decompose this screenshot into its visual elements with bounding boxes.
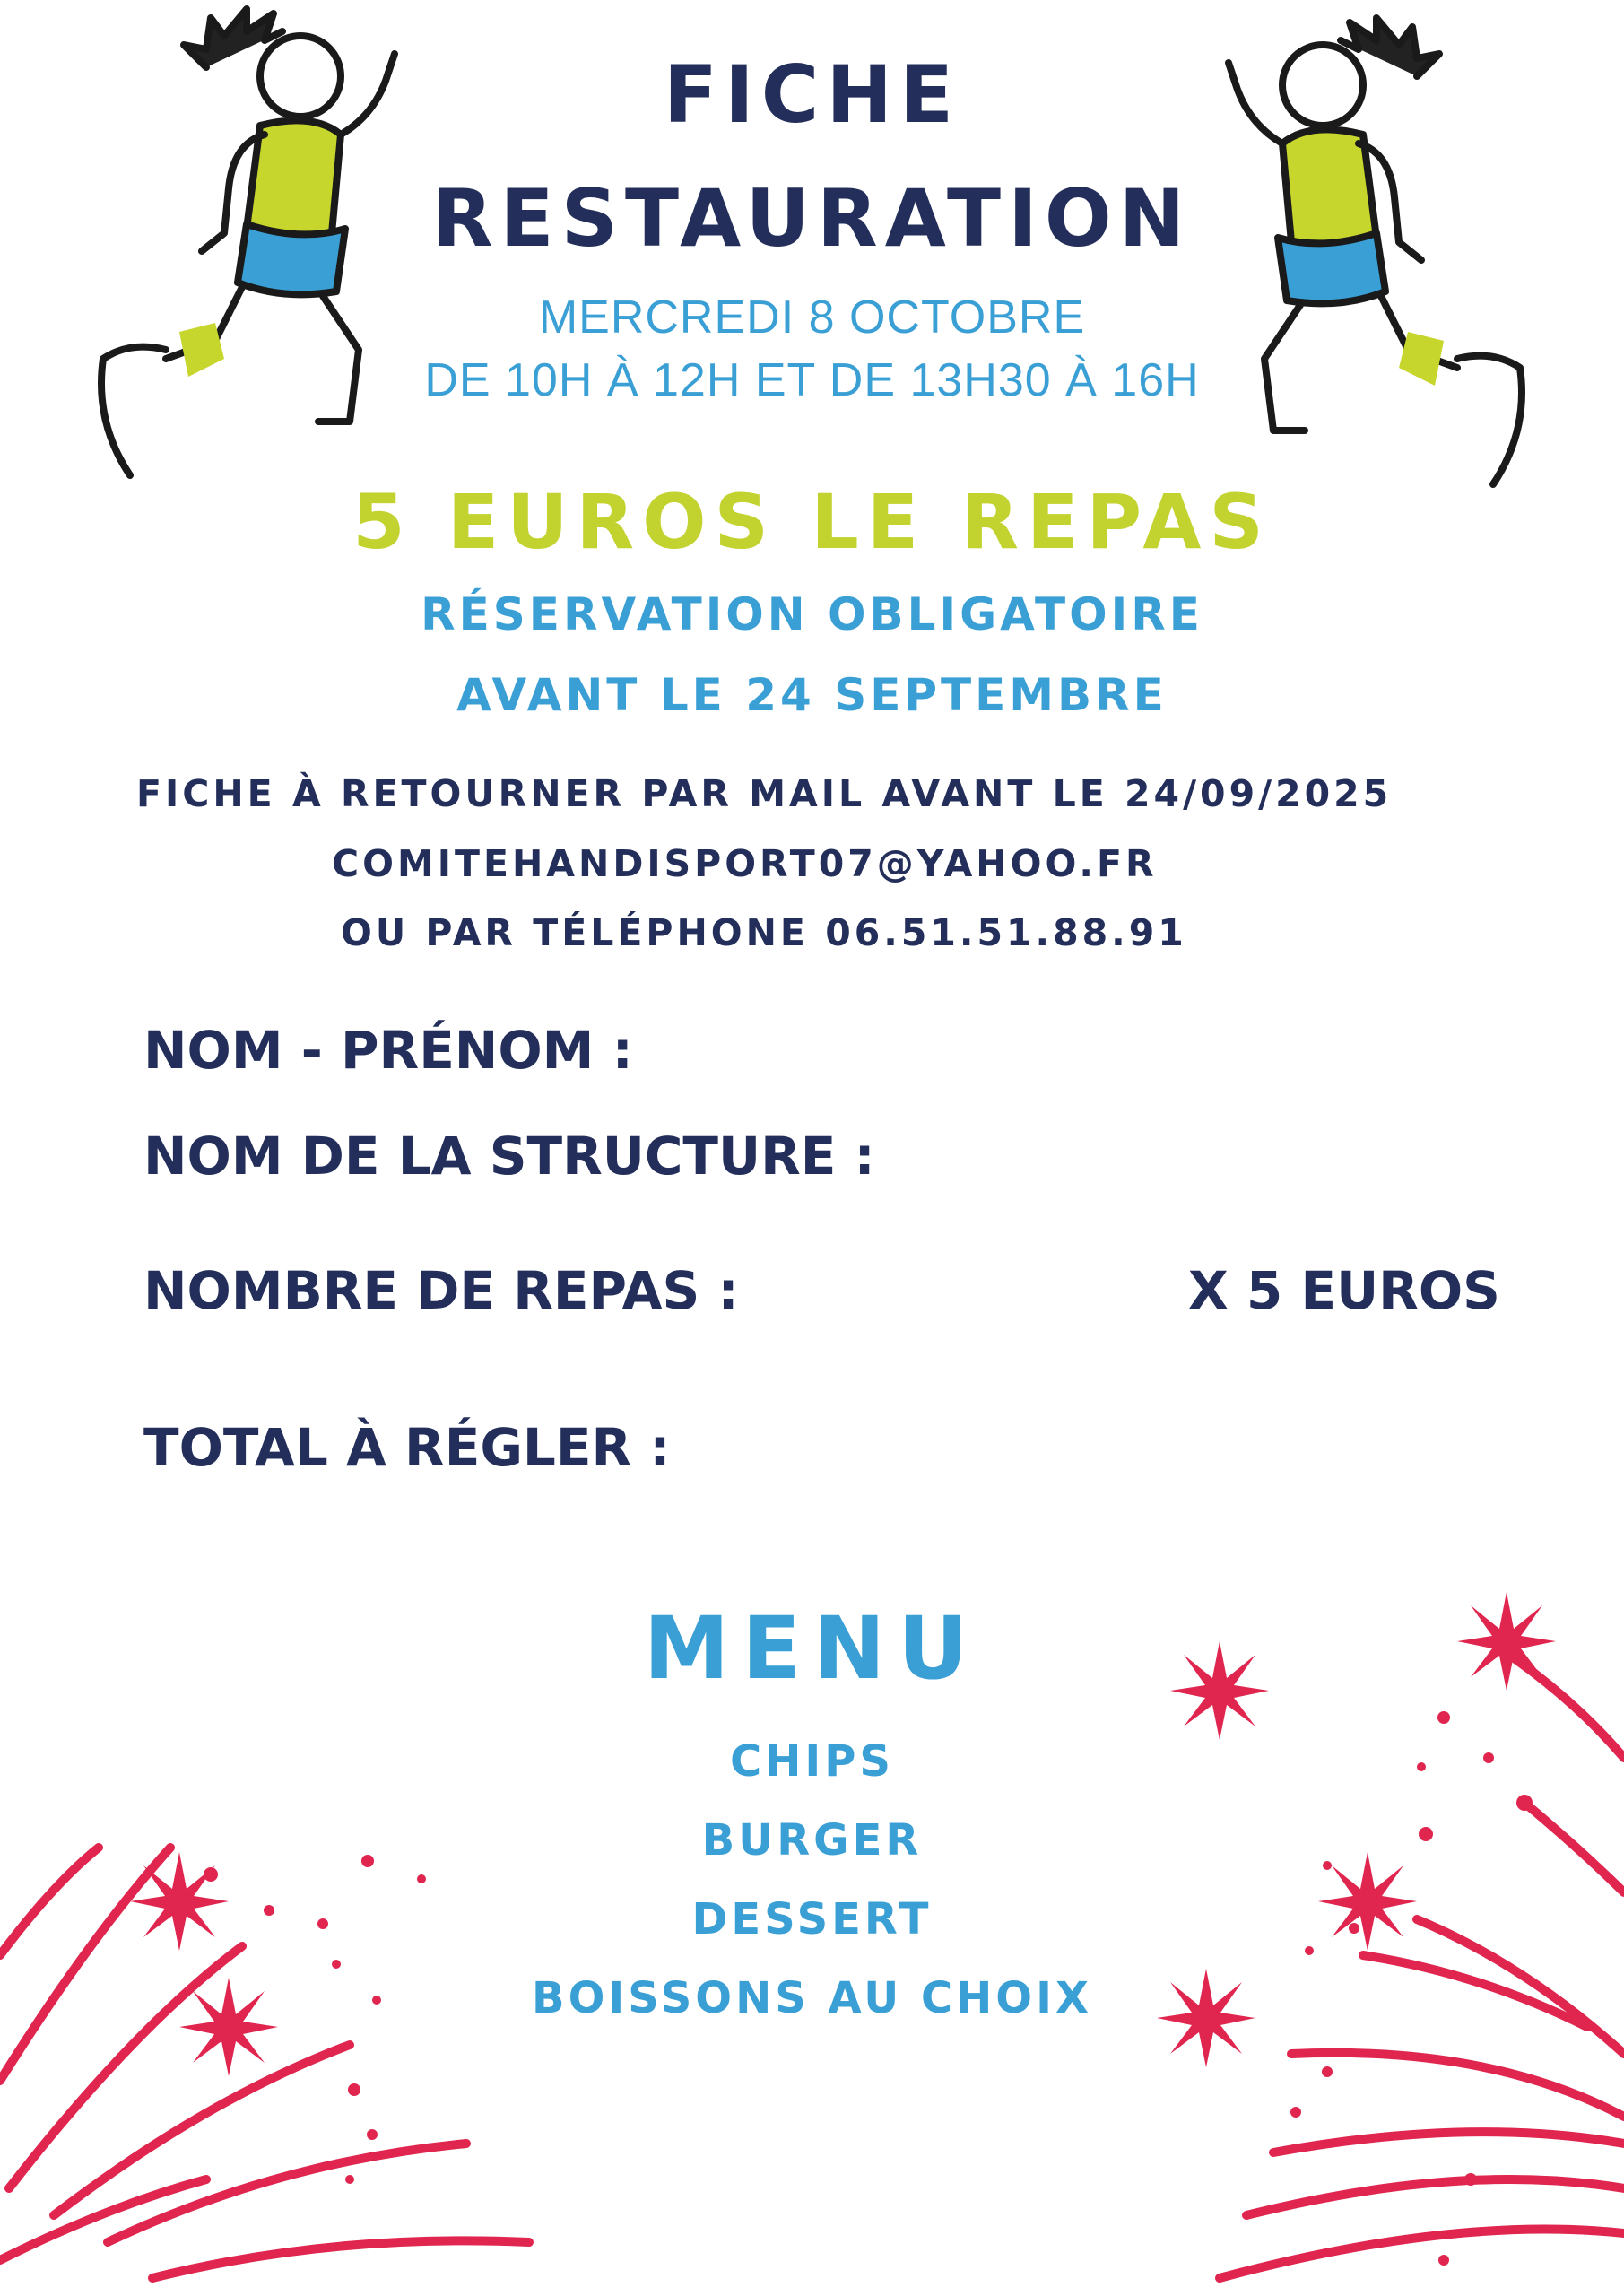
event-hours: DE 10H À 12H ET DE 13H30 À 16H [424, 354, 1200, 406]
menu-item-drinks: BOISSONS AU CHOIX [532, 1973, 1092, 2023]
title-line-2: RESTAURATION [431, 172, 1193, 265]
contact-email: COMITEHANDISPORT07@YAHOO.FR [332, 842, 1158, 885]
total-field-label: TOTAL À RÉGLER : [143, 1417, 671, 1478]
reservation-required: RÉSERVATION OBLIGATOIRE [421, 588, 1203, 640]
reservation-deadline: AVANT LE 24 SEPTEMBRE [456, 669, 1168, 721]
structure-field-label: NOM DE LA STRUCTURE : [143, 1126, 875, 1187]
meals-field-label: NOMBRE DE REPAS : [143, 1260, 739, 1321]
contact-phone: OU PAR TÉLÉPHONE 06.51.51.88.91 [341, 911, 1187, 954]
meals-multiplier: X 5 EUROS [1188, 1260, 1500, 1321]
menu-item-burger: BURGER [701, 1815, 923, 1866]
name-field-label: NOM - PRÉNOM : [143, 1020, 633, 1081]
return-instructions: FICHE À RETOURNER PAR MAIL AVANT LE 24/09/2025 [136, 772, 1393, 815]
menu-item-chips: CHIPS [729, 1736, 894, 1787]
title-line-1: FICHE [663, 48, 961, 141]
menu-item-dessert: DESSERT [691, 1894, 933, 1944]
menu-title: MENU [643, 1598, 981, 1699]
event-date: MERCREDI 8 OCTOBRE [538, 291, 1086, 344]
price-headline: 5 EUROS LE REPAS [352, 478, 1272, 566]
